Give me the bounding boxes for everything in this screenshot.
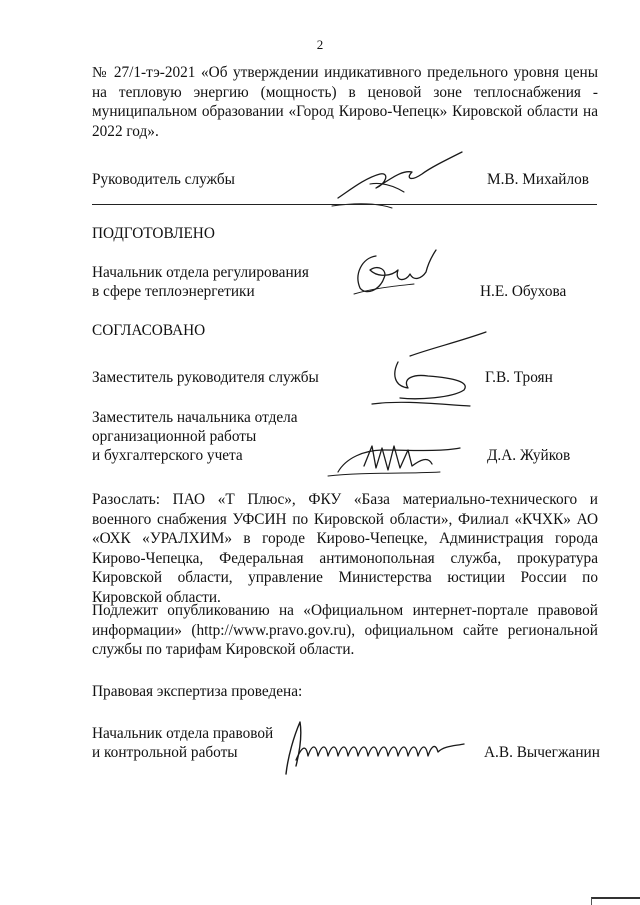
- agreed-signer-2-signature: [324, 432, 464, 480]
- publication-paragraph: Подлежит опубликованию на «Официальном интернет-портале правовой информации» (http://www.pravo.gov.ru), официальном сайте региональной службы по тарифам Кировской области.: [92, 602, 598, 658]
- agreed-signer-2-name: Д.А. Жуйков: [487, 447, 571, 464]
- head-name: М.В. Михайлов: [487, 171, 589, 188]
- distribution-paragraph: Разослать: ПАО «Т Плюс», ФКУ «База материально-технического и военного снабжения УФСИН по Кировской области», Филиал «КЧХК» АО «ОХК «УРАЛХИМ» в городе Кирово-Чепецке, Администрация города Кирово-Чепецка, Федеральная антимонопольная служба, прокуратура Кировской области, управление Министерства юстиции России по Кировской области.: [92, 491, 598, 606]
- legal-name: А.В. Вычегжанин: [484, 744, 600, 761]
- separator-line: [92, 204, 597, 205]
- prepared-heading: ПОДГОТОВЛЕНО: [92, 225, 215, 242]
- prepared-name: Н.Е. Обухова: [480, 283, 567, 300]
- prepared-title-line1: Начальник отдела регулирования: [92, 264, 309, 281]
- legal-title-line1: Начальник отдела правовой: [92, 725, 274, 742]
- agreed-signer-2-title-line3: и бухгалтерского учета: [92, 447, 243, 464]
- scan-edge-mark: [591, 897, 640, 905]
- agreed-signer-2-title-line1: Заместитель начальника отдела: [92, 409, 298, 426]
- agreed-signer-1-title: Заместитель руководителя службы: [92, 369, 319, 386]
- agreed-signer-2-title-line2: организационной работы: [92, 428, 257, 445]
- agreed-signer-1-name: Г.В. Троян: [485, 369, 553, 386]
- legal-title-line2: и контрольной работы: [92, 744, 238, 761]
- prepared-signature: [348, 248, 440, 300]
- agreed-heading: СОГЛАСОВАНО: [92, 322, 206, 339]
- head-signature: [330, 148, 470, 210]
- intro-paragraph: № 27/1-тэ-2021 «Об утверждении индикативного предельного уровня цены на тепловую энергию (мощность) в ценовой зоне теплоснабжения - муниципальном образовании «Город Кирово-Чепецк» Кировской области на 2022 год».: [92, 64, 598, 140]
- prepared-title-line2: в сфере теплоэнергетики: [92, 283, 255, 300]
- page-number: 2: [316, 37, 324, 52]
- agreed-signer-1-signature: [366, 328, 496, 412]
- legal-signature: [272, 716, 472, 778]
- head-title: Руководитель службы: [92, 171, 235, 188]
- legal-review-note: Правовая экспертиза проведена:: [92, 683, 303, 700]
